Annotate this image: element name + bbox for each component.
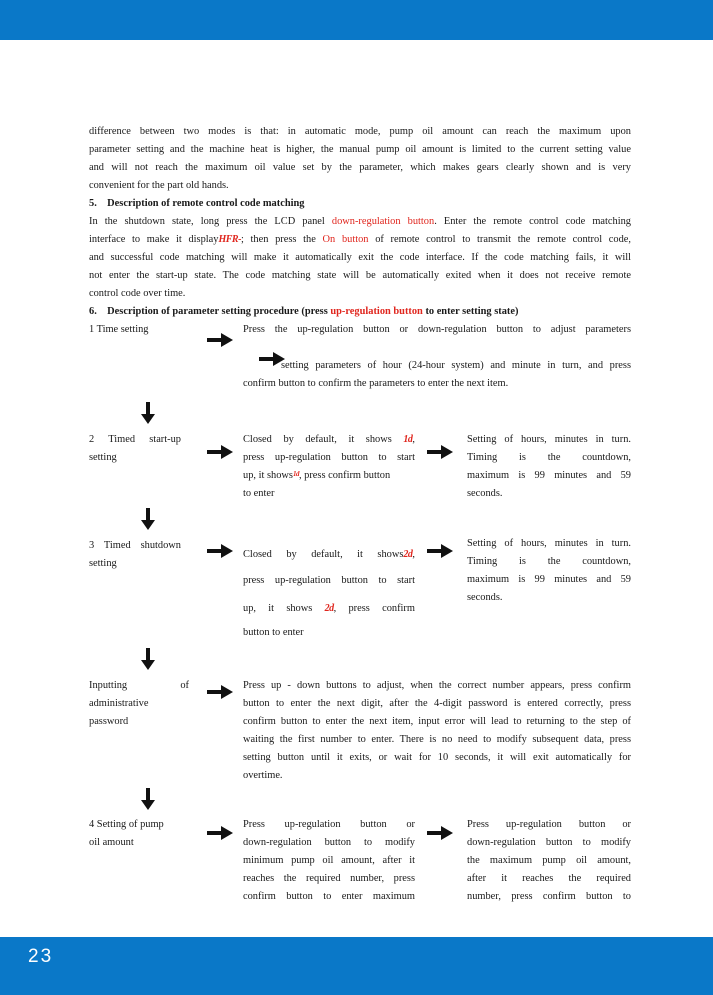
password-text: setting button until it exits, or wait for 10 seconds, it will exit automatically for bbox=[243, 752, 631, 763]
intro-line: and will not reach the maximum oil value set by the parameter, which makes gears clearly shown and is very bbox=[89, 162, 631, 173]
step-1-text: Press the up-regulation button or down-regulation button to adjust parameters bbox=[243, 324, 631, 335]
intro-line: parameter setting and the machine heat is higher, the manual pump oil amount is limited to the current setting value bbox=[89, 144, 631, 155]
password-label: Inputting of bbox=[89, 680, 189, 691]
step-4-label: oil amount bbox=[89, 837, 134, 848]
password-text: Press up - down buttons to adjust, when the correct number appears, press confirm bbox=[243, 680, 631, 691]
step-3-detail: Timing is the countdown, bbox=[467, 556, 631, 567]
step-4-text: Press up-regulation button or bbox=[243, 819, 415, 830]
text: Closed by default, it shows bbox=[243, 434, 392, 445]
text: , bbox=[412, 434, 415, 445]
section-5-heading: 5. Description of remote control code matching bbox=[89, 198, 305, 209]
password-text: button to enter the next digit, after the 4-digit password is entered correctly, press bbox=[243, 698, 631, 709]
section-5-line: and successful code matching will make it automatically exit the code interface. If the code matching fails, it will bbox=[89, 252, 631, 263]
down-arrow-icon bbox=[141, 648, 155, 670]
down-arrow-icon bbox=[141, 402, 155, 424]
intro-line: difference between two modes is that: in automatic mode, pump oil amount can reach the maximum upon bbox=[89, 126, 631, 137]
password-text: confirm button to enter the next item, input error will lead to returning to the step of bbox=[243, 716, 631, 727]
step-2-detail: maximum is 99 minutes and 59 bbox=[467, 470, 631, 481]
text: , press confirm button bbox=[298, 470, 391, 481]
text: up, it shows bbox=[243, 470, 293, 481]
section-5-line: not enter the start-up state. The code matching state will be automatically exited when it does not receive remote bbox=[89, 270, 631, 281]
on-button-ref: On button bbox=[322, 234, 369, 245]
step-2-text: press up-regulation button to start bbox=[243, 452, 415, 463]
step-3-detail: maximum is 99 minutes and 59 bbox=[467, 574, 631, 585]
step-3-detail: Setting of hours, minutes in turn. bbox=[467, 538, 631, 549]
step-4-detail: down-regulation button to modify bbox=[467, 837, 631, 848]
right-arrow-icon bbox=[207, 445, 233, 459]
right-arrow-icon bbox=[427, 826, 453, 840]
section-5-line bbox=[89, 216, 631, 228]
step-3-label: setting bbox=[89, 558, 117, 569]
right-arrow-icon bbox=[427, 544, 453, 558]
text: 6. Description of parameter setting procedure (press bbox=[89, 306, 331, 317]
right-arrow-icon bbox=[207, 333, 233, 347]
intro-line: convenient for the part old hands. bbox=[89, 180, 229, 191]
password-text: overtime. bbox=[243, 770, 283, 781]
down-arrow-icon bbox=[141, 788, 155, 810]
text: In the shutdown state, long press the LCD panel bbox=[89, 216, 332, 227]
text: of remote control to transmit the remote control code, bbox=[368, 234, 631, 245]
step-4-text: down-regulation button to modify bbox=[243, 837, 415, 848]
step-3-text bbox=[243, 603, 415, 615]
page-number: 23 bbox=[28, 946, 54, 967]
step-4-text: reaches the required number, press bbox=[243, 873, 415, 884]
down-regulation-button-ref: down-regulation button bbox=[331, 216, 435, 227]
password-label: administrative bbox=[89, 698, 149, 709]
right-arrow-icon bbox=[427, 445, 453, 459]
step-1-text: confirm button to confirm the parameters to enter the next item. bbox=[243, 378, 509, 389]
step-2-detail: Setting of hours, minutes in turn. bbox=[467, 434, 631, 445]
lcd-2d-icon: 2d bbox=[324, 603, 334, 614]
password-label: password bbox=[89, 716, 129, 727]
lcd-2d-icon: 2d bbox=[403, 549, 413, 560]
step-2-detail: seconds. bbox=[467, 488, 503, 499]
step-1-text: setting parameters of hour (24-hour system) and minute in turn, and press bbox=[281, 360, 631, 371]
step-3-label: 3 Timed shutdown bbox=[89, 540, 181, 551]
step-3-text: press up-regulation button to start bbox=[243, 575, 415, 586]
step-2-label: 2 Timed start-up bbox=[89, 434, 181, 445]
bottom-banner bbox=[0, 937, 713, 995]
step-4-detail: Press up-regulation button or bbox=[467, 819, 631, 830]
text: interface to make it display bbox=[89, 234, 219, 245]
right-arrow-icon bbox=[207, 685, 233, 699]
text: , press confirm bbox=[333, 603, 415, 614]
down-arrow-icon bbox=[141, 508, 155, 530]
step-4-detail: after it reaches the required bbox=[467, 873, 631, 884]
step-3-detail: seconds. bbox=[467, 592, 503, 603]
text: ; then press the bbox=[240, 234, 323, 245]
step-3-text bbox=[243, 549, 415, 561]
step-4-text: minimum pump oil amount, after it bbox=[243, 855, 415, 866]
lcd-1d-icon: 1d bbox=[292, 470, 299, 478]
step-2-text bbox=[243, 434, 415, 446]
step-2-text: to enter bbox=[243, 488, 275, 499]
lcd-code-icon: HFR- bbox=[218, 234, 241, 245]
step-2-label: setting bbox=[89, 452, 117, 463]
lcd-1d-icon: 1d bbox=[403, 434, 413, 445]
section-5-line: control code over time. bbox=[89, 288, 186, 299]
step-4-text: confirm button to enter maximum bbox=[243, 891, 415, 902]
right-arrow-icon bbox=[207, 544, 233, 558]
text: , bbox=[412, 549, 415, 560]
step-4-detail: the maximum pump oil amount, bbox=[467, 855, 631, 866]
step-1-label: 1 Time setting bbox=[89, 324, 149, 335]
step-3-text: button to enter bbox=[243, 627, 304, 638]
step-2-detail: Timing is the countdown, bbox=[467, 452, 631, 463]
step-2-text bbox=[243, 470, 415, 482]
step-4-label: 4 Setting of pump bbox=[89, 819, 164, 830]
section-5-line bbox=[89, 234, 631, 246]
top-banner bbox=[0, 0, 713, 40]
text: Closed by default, it shows bbox=[243, 549, 404, 560]
password-text: waiting the first number to enter. There is no need to modify subsequent data, press bbox=[243, 734, 631, 745]
right-arrow-icon bbox=[207, 826, 233, 840]
text: . Enter the remote control code matching bbox=[434, 216, 631, 227]
text: to enter setting state) bbox=[422, 306, 519, 317]
text: up, it shows bbox=[243, 603, 313, 614]
up-regulation-button-ref: up-regulation button bbox=[330, 306, 423, 317]
step-4-detail: number, press confirm button to bbox=[467, 891, 631, 902]
section-6-heading bbox=[89, 306, 518, 318]
